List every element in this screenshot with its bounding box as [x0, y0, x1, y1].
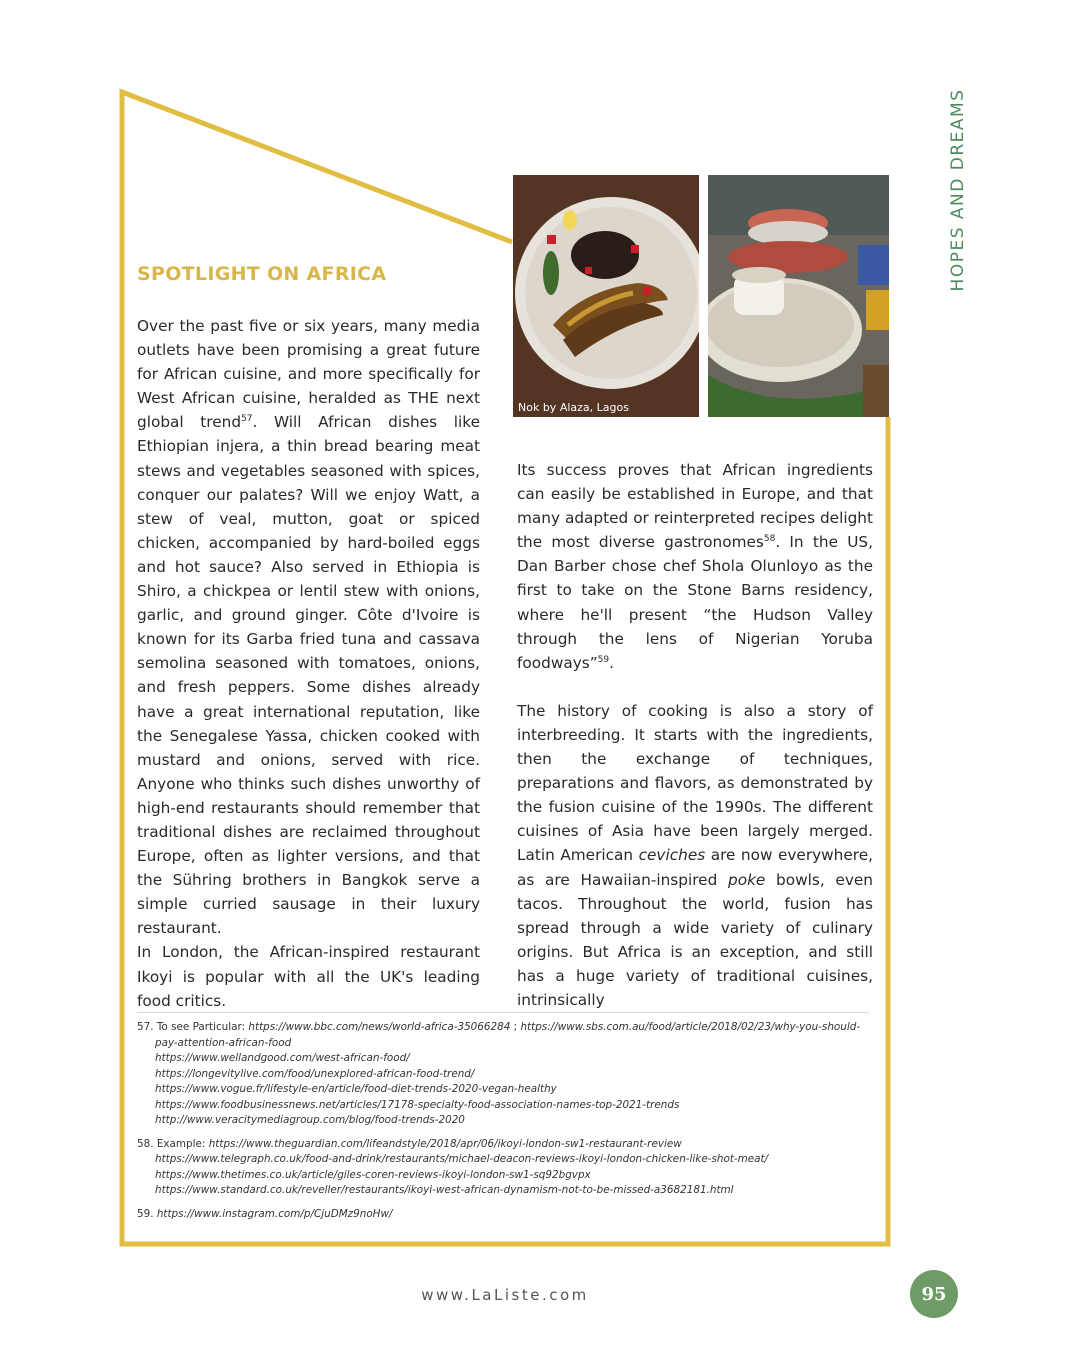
market-photo — [708, 175, 889, 417]
footnote-line — [137, 1207, 872, 1223]
text-run: Its success proves that African ingredients can easily be established in Europe, and that many adapted or reinterpreted recipes delight the most diverse gastronomes — [517, 461, 873, 552]
separator: ; — [510, 1021, 521, 1033]
footnote-link[interactable]: https://www.telegraph.co.uk/food-and-drink/restaurants/michael-deacon-reviews-ikoyi-london-chicken-like-shot-meat/ — [155, 1153, 769, 1165]
footnote-57 — [137, 1020, 872, 1129]
footnote-line — [137, 1020, 872, 1036]
footnote-link[interactable]: https://www.instagram.com/p/CjuDMz9noHw/ — [156, 1207, 393, 1220]
footnote-link[interactable]: https://www.thetimes.co.uk/article/giles-coren-reviews-ikoyi-london-sw1-sq92bgvpx — [155, 1168, 591, 1181]
right-column — [517, 458, 873, 1012]
section-title-text: HOPES AND DREAMS — [948, 88, 968, 292]
italic-term: ceviches — [638, 846, 706, 865]
left-column — [137, 314, 480, 1013]
footnote-label: 58. Example: — [137, 1137, 209, 1150]
footnote-link[interactable]: https://www.standard.co.uk/reveller/restaurants/ikoyi-west-african-dynamism-not-to-be-missed-a3682181.html — [155, 1184, 734, 1196]
footnote-link[interactable]: https://longevitylive.com/food/unexplored-african-food-trend/ — [155, 1067, 475, 1080]
footnote-link[interactable]: pay-attention-african-food — [155, 1036, 292, 1049]
text-run: are now everywhere, as are Hawaiian-inspired — [517, 846, 874, 889]
footnote-link[interactable]: http://www.veracitymediagroup.com/blog/food-trends-2020 — [155, 1114, 465, 1126]
text-run: Over the past five or six years, many media outlets have been promising a great future for African cuisine, and more specifically for West African cuisine, heralded as THE next global trend — [137, 317, 480, 432]
footnote-ref-59: 59 — [597, 654, 610, 665]
page-number: 95 — [921, 1283, 947, 1305]
text-run: . — [609, 653, 614, 672]
photo-caption: Nok by Alaza, Lagos — [518, 401, 629, 414]
footnote-link[interactable]: https://www.theguardian.com/lifeandstyle/2018/apr/06/ikoyi-london-sw1-restaurant-review — [208, 1137, 682, 1150]
article-heading: SPOTLIGHT ON AFRICA — [137, 263, 387, 285]
footnote-link[interactable]: https://www.foodbusinessnews.net/articles/17178-specialty-food-association-names-top-2021-trends — [155, 1098, 680, 1111]
text-run: The history of cooking is also a story of interbreeding. It starts with the ingredients, then the exchange of techniques, preparations and flavors, as demonstrated by the fusion cuisine of the 1990s. The different cuisines of Asia have been largely merged. Latin American — [517, 701, 873, 865]
footnote-link[interactable]: https://www.vogue.fr/lifestyle-en/article/food-diet-trends-2020-vegan-healthy — [155, 1083, 557, 1095]
dish-photo — [513, 175, 699, 417]
left-paragraph-1 — [137, 314, 480, 940]
footnotes — [137, 1020, 872, 1230]
footnote-label: 59. — [137, 1207, 157, 1220]
section-title — [948, 90, 968, 290]
text-run: . In the US, Dan Barber chose chef Shola Olunloyo as the first to take on the Stone Barns residency, where he'll present “the Hudson Valley through the lens of Nigerian Yoruba foodways” — [517, 533, 873, 672]
footnote-link[interactable]: https://www.sbs.com.au/food/article/2018/02/23/why-you-should- — [520, 1021, 861, 1033]
footnote-ref-57: 57 — [241, 414, 253, 425]
text-run: bowls, even tacos. Throughout the world, fusion has spread through a wide variety of culinary origins. But Africa is an exception, and still has a huge variety of traditional cuisines, intrinsically — [517, 870, 873, 1009]
left-paragraph-2: In London, the African-inspired restaurant Ikoyi is popular with all the UK's leading food critics. — [137, 943, 480, 1010]
footnote-label: 57. To see Particular: — [137, 1021, 249, 1033]
website-url[interactable]: www.LaListe.com — [421, 1286, 589, 1304]
text-run: . Will African dishes like Ethiopian injera, a thin bread bearing meat stews and vegetables seasoned with spices, conquer our palates? Will we enjoy Watt, a stew of veal, mutton, goat or spiced chicken, accompanied by hard-boiled eggs and hot sauce? Also served in Ethiopia is Shiro, a chickpea or lentil stew with onions, garlic, and ground ginger. Côte d'Ivoire is known for its Garba fried tuna and cassava semolina seasoned with tomatoes, onions, and fresh peppers. Some dishes already have a great international reputation, like the Senegalese Yassa, chicken cooked with mustard and onions, served with rice. Anyone who thinks such dishes unworthy of high-end restaurants should remember that traditional dishes are reclaimed throughout Europe, often as lighter versions, and that the Sühring brothers in Bangkok serve a simple curried sausage in their luxury restaurant. — [137, 413, 480, 938]
footnote-ref-58: 58 — [763, 534, 776, 545]
footnote-line — [137, 1137, 872, 1153]
italic-term: poke — [728, 870, 766, 889]
footnote-divider — [137, 1012, 869, 1013]
footnote-58 — [137, 1137, 872, 1199]
footnote-link[interactable]: https://www.wellandgood.com/west-african-food/ — [155, 1052, 410, 1064]
right-paragraph-2 — [517, 699, 873, 1012]
page-number-badge — [910, 1270, 958, 1318]
right-paragraph-1 — [517, 458, 873, 675]
footnote-59 — [137, 1207, 872, 1223]
footnote-link[interactable]: https://www.bbc.com/news/world-africa-35066284 — [248, 1021, 511, 1033]
